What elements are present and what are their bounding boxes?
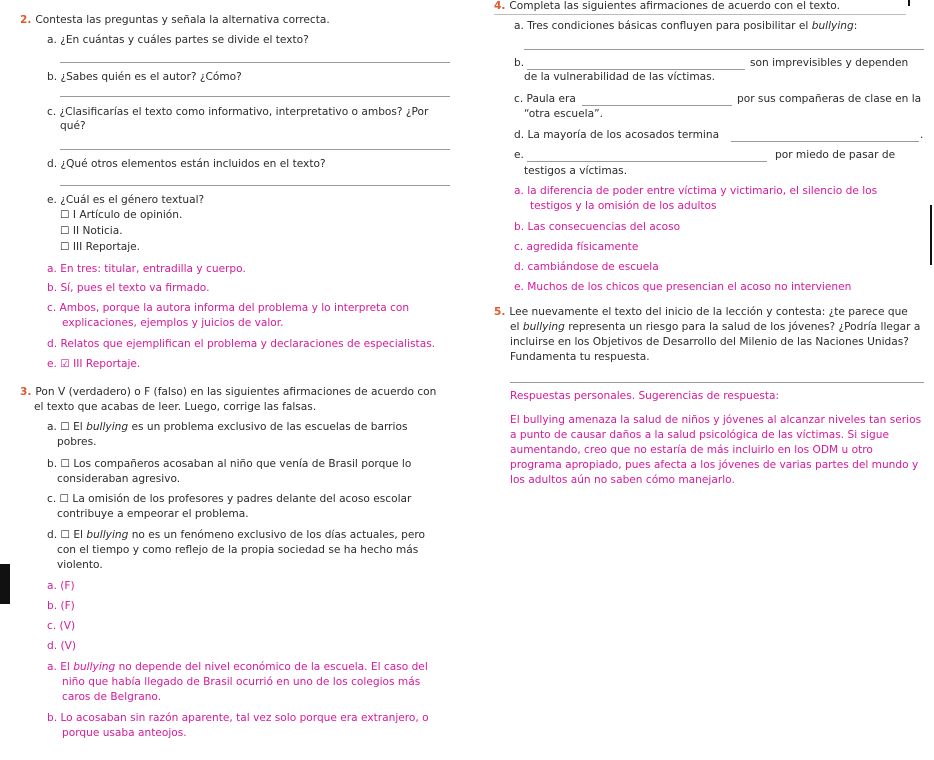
answer-2b: b. Sí, pues el texto va firmado. — [47, 282, 210, 294]
question-2-prompt: 2. Contesta las preguntas y señala la alternativa correcta. — [20, 14, 330, 26]
question-3-prompt: 3. Pon V (verdadero) o F (falso) en las siguientes afirmaciones de acuerdo con — [20, 386, 437, 398]
correction-3a: a. El bullying no depende del nivel económico de la escuela. El caso del — [47, 661, 428, 673]
statement-3d-cont2: violento. — [57, 559, 103, 571]
statement-4b-post: son imprevisibles y dependen — [750, 57, 909, 69]
scan-edge-mark — [0, 564, 10, 604]
answer-line[interactable] — [60, 96, 450, 97]
answer-line[interactable] — [510, 382, 924, 383]
option-checkbox-3[interactable]: ☐ III Reportaje. — [60, 241, 141, 253]
statement-3b-cont: consideraban agresivo. — [57, 473, 181, 485]
blank-line[interactable] — [527, 161, 767, 162]
question-2b: b. ¿Sabes quién es el autor? ¿Cómo? — [47, 71, 242, 83]
answer-3d: d. (V) — [47, 640, 76, 652]
answer-4b: b. Las consecuencias del acoso — [514, 221, 681, 233]
question-number: 2. — [20, 14, 32, 26]
answer-line[interactable] — [60, 185, 450, 186]
answer-2a: a. En tres: titular, entradilla y cuerpo. — [47, 263, 246, 275]
correction-3b-cont: porque usaba anteojos. — [62, 727, 187, 739]
statement-4a: a. Tres condiciones básicas confluyen para posibilitar el bullying: — [514, 20, 858, 32]
statement-4c: c. Paula era — [514, 93, 576, 105]
answer-4a: a. la diferencia de poder entre víctima y victimario, el silencio de los — [514, 185, 878, 197]
statement-4c-cont: “otra escuela”. — [524, 108, 603, 120]
statement-4b-cont: de la vulnerabilidad de las víctimas. — [524, 71, 716, 83]
question-4-prompt: 4. Completa las siguientes afirmaciones de acuerdo con el texto. — [494, 0, 840, 12]
statement-3a[interactable]: a. ☐ El bullying es un problema exclusivo de las escuelas de barrios — [47, 421, 408, 433]
question-5-prompt-cont: el bullying representa un riesgo para la salud de los jóvenes? ¿Podría llegar a — [510, 321, 921, 333]
option-checkbox-2[interactable]: ☐ II Noticia. — [60, 225, 123, 237]
correction-3b: b. Lo acosaban sin razón aparente, tal vez solo porque era extranjero, o — [47, 712, 429, 724]
statement-3c-cont: contribuye a empeorar el problema. — [57, 508, 249, 520]
blank-line[interactable] — [731, 141, 919, 142]
answer-5-line-4: programa apropiado, pues afecta a los jóvenes de varias partes del mundo y — [510, 459, 919, 471]
correction-3a-cont: niño que había llegado de Brasil ocurrió en uno de los colegios más — [62, 676, 421, 688]
question-2e: e. ¿Cuál es el género textual? — [47, 194, 205, 206]
statement-4d: d. La mayoría de los acosados termina — [514, 129, 720, 141]
answer-5-line-5: los adultos aún no saben cómo manejarlo. — [510, 474, 735, 486]
answer-3b: b. (F) — [47, 600, 75, 612]
question-5-prompt-cont3: Fundamenta tu respuesta. — [510, 351, 650, 363]
answer-4e: e. Muchos de los chicos que presencian el acoso no intervienen — [514, 281, 852, 293]
question-2a: a. ¿En cuántas y cuáles partes se divide el texto? — [47, 34, 309, 46]
question-number: 3. — [20, 386, 32, 398]
statement-3c[interactable]: c. ☐ La omisión de los profesores y padres delante del acoso escolar — [47, 493, 412, 505]
divider — [494, 14, 906, 15]
answer-2d: d. Relatos que ejemplifican el problema y declaraciones de especialistas. — [47, 338, 436, 350]
answer-2c-cont: explicaciones, ejemplos y juicios de valor. — [62, 317, 284, 329]
statement-4d-end: . — [920, 129, 924, 141]
statement-4e-post: por miedo de pasar de — [775, 149, 896, 161]
question-5-prompt: 5. Lee nuevamente el texto del inicio de la lección y contesta: ¿te parece que — [494, 306, 908, 318]
answer-5-line-1: El bullying amenaza la salud de niños y jóvenes al alcanzar niveles tan serios — [510, 414, 922, 426]
answer-5-heading: Respuestas personales. Sugerencias de respuesta: — [510, 390, 780, 402]
statement-3b[interactable]: b. ☐ Los compañeros acosaban al niño que venía de Brasil porque lo — [47, 458, 412, 470]
answer-5-line-3: aumentando, creo que no estaría de más incluirlo en los ODM u otro — [510, 444, 873, 456]
statement-4c-post: por sus compañeras de clase en la — [737, 93, 922, 105]
blank-line[interactable] — [582, 105, 732, 106]
question-number: 5. — [494, 306, 506, 318]
statement-4e-cont: testigos a víctimas. — [524, 165, 628, 177]
question-2c-cont: qué? — [60, 120, 86, 132]
question-5-prompt-cont2: incluirse en los Objetivos de Desarrollo del Milenio de las Naciones Unidas? — [510, 336, 909, 348]
option-checkbox-1[interactable]: ☐ I Artículo de opinión. — [60, 209, 183, 221]
statement-3a-cont: pobres. — [57, 436, 97, 448]
scan-edge-mark — [908, 0, 910, 6]
answer-4a-cont: testigos y la omisión de los adultos — [530, 200, 717, 212]
statement-3d-cont: con el tiempo y como reflejo de la propia sociedad se ha hecho más — [57, 544, 419, 556]
answer-4c: c. agredida físicamente — [514, 241, 639, 253]
question-2d: d. ¿Qué otros elementos están incluidos en el texto? — [47, 158, 326, 170]
answer-2e: e. ☑ III Reportaje. — [47, 358, 141, 370]
answer-line[interactable] — [60, 62, 450, 63]
statement-4e: e. — [514, 149, 524, 161]
statement-4b: b. — [514, 57, 525, 69]
correction-3a-cont2: caros de Belgrano. — [62, 691, 162, 703]
question-number: 4. — [494, 0, 506, 12]
answer-2c: c. Ambos, porque la autora informa del problema y lo interpreta con — [47, 302, 410, 314]
scan-edge-mark — [930, 205, 932, 265]
answer-4d: d. cambiándose de escuela — [514, 261, 659, 273]
answer-3c: c. (V) — [47, 620, 76, 632]
blank-line[interactable] — [524, 49, 924, 50]
question-2c: c. ¿Clasificarías el texto como informativo, interpretativo o ambos? ¿Por — [47, 106, 429, 118]
answer-line[interactable] — [60, 149, 450, 150]
question-3-prompt-cont: el texto que acabas de leer. Luego, corrige las falsas. — [34, 401, 317, 413]
statement-3d[interactable]: d. ☐ El bullying no es un fenómeno exclusivo de los días actuales, pero — [47, 529, 425, 541]
blank-line[interactable] — [527, 69, 745, 70]
answer-3a: a. (F) — [47, 580, 75, 592]
answer-5-line-2: a punto de causar daños a la salud psicológica de las víctimas. Si sigue — [510, 429, 889, 441]
